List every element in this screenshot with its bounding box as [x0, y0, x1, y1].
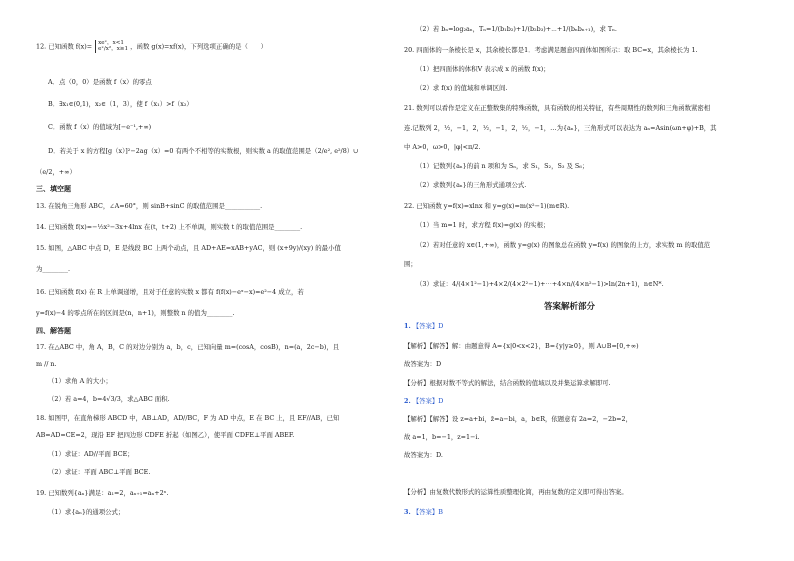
answer-2-value: 【答案】D — [412, 397, 444, 405]
q22-part3: （3）求证：4/(4×1²−1)+4×2/(4×2²−1)+⋯+4×n/(4×n²−1)>ln(2n+1)，n∈N*. — [416, 280, 664, 288]
q12-stem — [36, 40, 267, 53]
q22-part2-line2: 围； — [404, 260, 417, 268]
q21-line3: 中 A>0，ω>0，|φ|<π/2. — [404, 143, 481, 151]
answer-2-header — [404, 397, 443, 405]
q17-part2: （2）若 a=4，b=4√3/3，求△ABC 面积. — [48, 395, 170, 403]
q12-piece-1: xeˣ，x<1 — [98, 40, 124, 46]
section-fill-in: 三、填空题 — [36, 185, 71, 193]
q19-part2: （2）若 bₙ=log₂aₙ，Tₙ=1/(b₁b₂)+1/(b₂b₃)+⋯+1/(bₙbₙ₊₁)，求 Tₙ. — [416, 25, 617, 33]
q14: 14. 已知函数 f(x)=−½x²−3x+4lnx 在(t，t+2) 上不单调，则实数 t 的取值范围是________. — [36, 223, 303, 231]
q12-lead: 12. 已知函数 f(x)= — [36, 42, 93, 51]
q12-tail: ，函数 g(x)=xf(x)，下列选项正确的是（ ） — [130, 42, 268, 51]
q16-line1: 16. 已知函数 f(x) 在 R 上单调递增，且对于任意的实数 x 都有 f(f(x)−eˣ−x)=e²−4 成立，若 — [36, 288, 304, 296]
q12-piecewise — [95, 40, 128, 53]
q12-option-d: D．若关于 x 的方程[g（x）]²−2ag（x）=0 有两个不相等的实数根，则实数 a 的取值范围是（2/e², e²/8）∪ — [48, 147, 359, 155]
q16-line2: y=f(x)−4 的零点所在的区间是(n，n+1)，则整数 n 的值为________. — [36, 309, 235, 317]
q22-line1: 22. 已知函数 y=f(x)=xlnx 和 y=g(x)=m(x²−1)(m∈R). — [404, 202, 570, 210]
answer-section-title: 答案解析部分 — [544, 302, 596, 312]
q20-part2: （2）求 f(x) 的值域和单调区间. — [416, 84, 508, 92]
answer-3-value: 【答案】B — [412, 508, 443, 516]
answer-3-number: 3. — [404, 508, 411, 516]
answer-1-solution: 【解析】【解答】解：由题意得 A={x|0<x<2}，B={y|y≥0}，则 A∪B=[0,+∞) — [404, 342, 639, 350]
answer-1-number: 1. — [404, 322, 411, 330]
q21-line1: 21. 数列可以看作是定义在正整数集的特殊函数，具有函数的相关特征，有些周期性的数列和三角函数紧密相 — [404, 104, 711, 112]
answer-2-conclusion: 故答案为：D. — [404, 451, 443, 459]
q15-line1: 15. 如图，△ABC 中点 D，E 是线段 BC 上两个动点，且 AD+AE=xAB+yAC，则 (x+9y)/(xy) 的最小值 — [36, 244, 341, 252]
answer-1-value: 【答案】D — [412, 322, 444, 330]
section-solutions: 四、解答题 — [36, 327, 71, 335]
q18-line1: 18. 如图甲，在直角梯形 ABCD 中，AB⊥AD，AD//BC，F 为 AD 中点，E 在 BC 上，且 EF//AB，已知 — [36, 414, 340, 422]
answer-2-result: 故 a=1，b=−1，z=1−i. — [404, 433, 480, 441]
answer-2-number: 2. — [404, 397, 411, 405]
q12-piece-2: eˣ/x²，x≥1 — [98, 46, 129, 53]
q12-option-a: A．点（0，0）是函数 f（x）的零点 — [48, 78, 152, 86]
q22-part2-line1: （2）若对任意的 x∈(1,+∞)，函数 y=g(x) 的图象总在函数 y=f(x) 的图象的上方，求实数 m 的取值范 — [416, 241, 711, 249]
q19-line1: 19. 已知数列{aₙ}满足：a₁=2，aₙ₊₁=aₙ+2ⁿ. — [36, 489, 169, 497]
answer-1-conclusion: 故答案为：D — [404, 360, 442, 368]
answer-2-analysis: 【分析】由复数代数形式的运算性质整理化简，再由复数的定义即可得出答案。 — [404, 488, 628, 496]
q15-line2: 为________. — [36, 265, 70, 273]
q12-option-c: C．函数 f（x）的值域为[−e⁻¹,+∞) — [48, 123, 152, 131]
answer-1-header — [404, 322, 443, 330]
q20-part1: （1）把四面体的体积V 表示成 x 的函数 f(x)； — [416, 65, 550, 73]
q18-part2: （2）求证：平面 ABC⊥平面 BCE. — [48, 468, 151, 476]
q18-line2: AB=AD=CE=2，现沿 EF 把四边形 CDFE 折起（如图乙），使平面 CDFE⊥平面 ABEF. — [36, 431, 295, 439]
q21-line2: 连.记数列 2，½，−1，2，½，−1，2，½，−1，…为{aₙ}，三角形式可以表达为 aₙ=Asin(ωn+φ)+B，其 — [404, 124, 717, 132]
q22-part1: （1）当 m=1 时，求方程 f(x)=g(x) 的实根； — [416, 221, 550, 229]
q17-part1: （1）求角 A 的大小； — [48, 377, 112, 385]
q18-part1: （1）求证：AD//平面 BCE； — [48, 450, 134, 458]
q12-option-d-cont: （e/2，+∞） — [36, 168, 76, 176]
answer-1-analysis: 【分析】根据对数不等式的解法，结合函数的值域以及并集运算求解即可. — [404, 379, 611, 387]
q19-part1: （1）求{aₙ}的通项公式； — [48, 508, 125, 516]
q12-option-b: B．∃x₁∈(0,1)，x₂∈（1，3），使 f（x₁）>f（x₂） — [48, 100, 193, 108]
q21-part1: （1）记数列{aₙ}的前 n 项和为 Sₙ，求 S₁，S₂，S₃ 及 S₆； — [416, 162, 589, 170]
q17-line2: m // n. — [36, 360, 57, 368]
q17-line1: 17. 在△ABC 中，角 A，B，C 的对边分别为 a，b，c，已知向量 m=(cosA，cosB)，n=(a，2c−b)，且 — [36, 343, 340, 351]
q13: 13. 在锐角三角形 ABC，∠A=60°，则 sinB+sinC 的取值范围是___________. — [36, 202, 263, 210]
answer-2-solution: 【解析】【解答】设 z=a+bi，z̄=a−bi，a，b∈R，依题意有 2a=2，−2b=2， — [404, 415, 632, 423]
q20-line1: 20. 四面体的一条棱长是 x，其余棱长都是1．考虑满足题意四面体如图所示：取 BC=x，其余棱长为 1. — [404, 46, 698, 54]
q21-part2: （2）求数列{aₙ}的三角形式通项公式. — [416, 181, 527, 189]
answer-3-header — [404, 508, 443, 516]
